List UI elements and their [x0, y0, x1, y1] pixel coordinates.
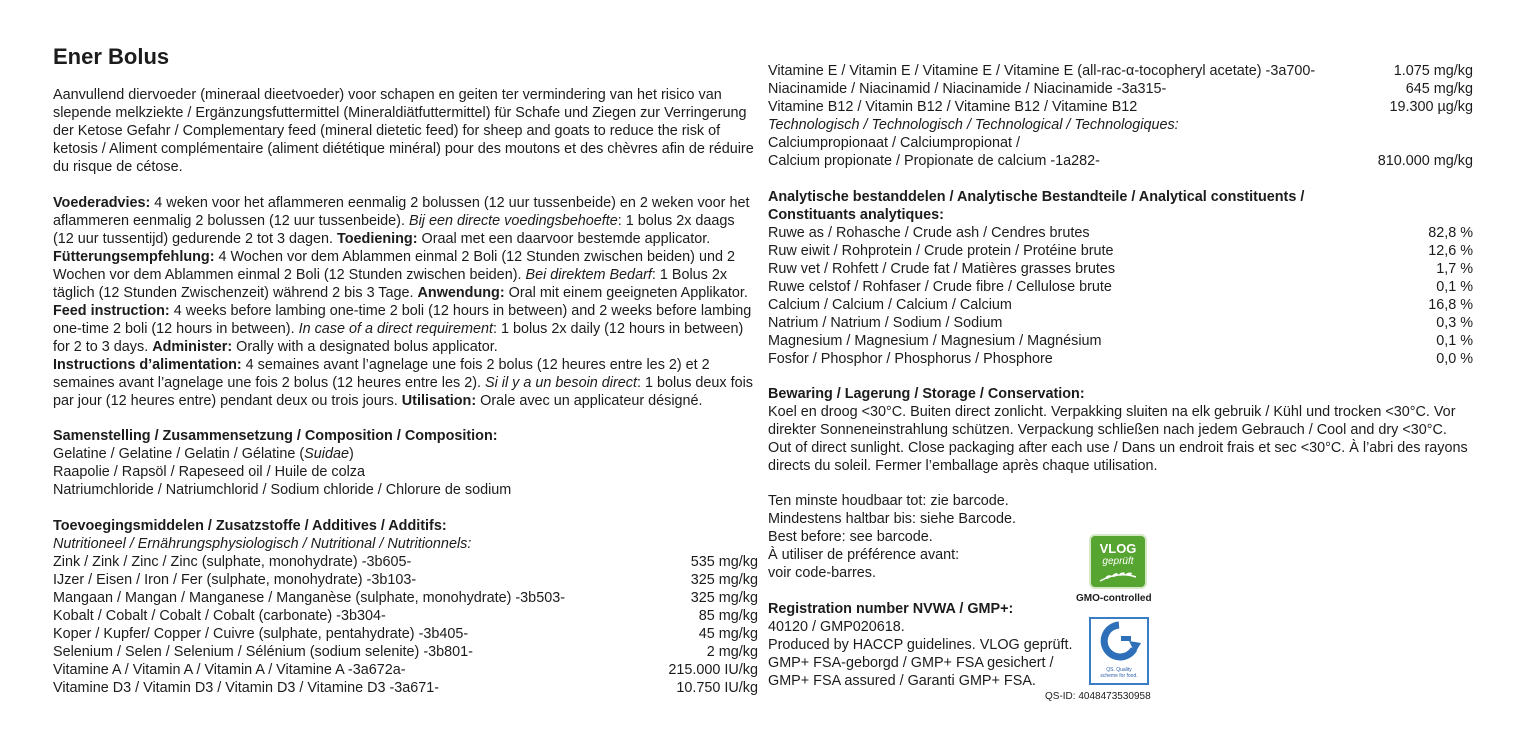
- analytical-name: Ruw vet / Rohfett / Crude fat / Matières grasses brutes: [768, 261, 1116, 277]
- registration-section: [768, 600, 1088, 690]
- feeding-nl-text: 4 weken voor het aflammeren eenmalig 2 bolussen (12 uur tussenbeide) en 2 weken voor het aflammeren eenmalig 2 bolussen (12 uur tussenbeide).: [53, 195, 750, 229]
- feeding-nl-text2: : 1 bolus 2x daags (12 uur tussentijd) gedurende 2 tot 3 dagen.: [53, 213, 735, 247]
- feeding-en-label: Feed instruction:: [53, 303, 170, 319]
- feeding-de-text2: : 1 Bolus 2x täglich (12 Stunden Zwischenzeit) während 2 bis 3 Tage.: [53, 267, 728, 301]
- feeding-fr-label: Instructions d’alimentation:: [53, 357, 242, 373]
- additive-row: [53, 589, 758, 607]
- analytical-row: [768, 242, 1473, 260]
- feeding-nl-italic: Bij een directe voedingsbehoefte: [408, 213, 618, 229]
- best-before-line: voir code-barres.: [768, 565, 876, 581]
- composition-salt: Natriumchloride / Natriumchlorid / Sodium chloride / Chlorure de sodium: [53, 482, 512, 498]
- qs-id: QS-ID: 4048473530958: [1045, 691, 1151, 702]
- composition-heading: Samenstelling / Zusammensetzung / Composition / Composition:: [53, 428, 498, 444]
- additive-row: [53, 553, 758, 571]
- additive-row: [53, 607, 758, 625]
- analytical-section: [768, 188, 1473, 368]
- analytical-row: [768, 278, 1473, 296]
- additives-subheading: Nutritioneel / Ernährungsphysiologisch / Nutritional / Nutritionnels:: [53, 536, 472, 552]
- additive-value: 535 mg/kg: [690, 554, 758, 570]
- composition-gelatin-text: Gelatine / Gelatine / Gelatin / Gélatine (: [53, 446, 305, 462]
- page-title: Ener Bolus: [53, 44, 170, 69]
- additive-name: Selenium / Selen / Selenium / Sélénium (sodium selenite) -3b801-: [53, 644, 473, 660]
- additive-row: [53, 643, 758, 661]
- composition-gelatin-italic: Suidae: [304, 446, 349, 462]
- technological-heading: Technologisch / Technologisch / Technological / Technologiques:: [768, 117, 1179, 133]
- additive-value: 325 mg/kg: [690, 572, 758, 588]
- additive-value: 45 mg/kg: [698, 626, 758, 642]
- feeding-en-admin-label: Administer:: [152, 339, 233, 355]
- qs-logo-icon: [1091, 619, 1147, 665]
- additive-name: Koper / Kupfer/ Copper / Cuivre (sulphate, pentahydrate) -3b405-: [53, 626, 469, 642]
- additive-value: 215.000 IU/kg: [668, 662, 758, 678]
- analytical-value: 0,1 %: [1436, 333, 1473, 349]
- analytical-value: 16,8 %: [1428, 297, 1473, 313]
- analytical-row: [768, 332, 1473, 350]
- storage-section: [768, 385, 1473, 475]
- feeding-de-admin-label: Anwendung:: [417, 285, 505, 301]
- analytical-name: Calcium / Calcium / Calcium / Calcium: [768, 297, 1012, 313]
- additive-name: Kobalt / Cobalt / Cobalt / Cobalt (carbonate) -3b304-: [53, 608, 386, 624]
- analytical-value: 0,0 %: [1436, 351, 1473, 367]
- feeding-de-admin: Oral mit einem geeigneten Applikator.: [504, 285, 748, 301]
- additive-value: 19.300 µg/kg: [1389, 99, 1473, 115]
- feeding-fr-text2: : 1 bolus deux fois par jour (12 heures entre) pendant deux ou trois jours.: [53, 375, 753, 409]
- best-before-line: Best before: see barcode.: [768, 529, 933, 545]
- additive-value: 325 mg/kg: [690, 590, 758, 606]
- additive-name: Vitamine E / Vitamin E / Vitamine E / Vitamine E (all-rac-α-tocopheryl acetate) -3a700-: [768, 63, 1316, 79]
- feeding-nl-label: Voederadvies:: [53, 195, 151, 211]
- best-before-section: [768, 492, 1088, 582]
- additive-value: 645 mg/kg: [1405, 81, 1473, 97]
- analytical-heading: Analytische bestanddelen / Analytische Bestandteile / Analytical constituents /: [768, 189, 1305, 205]
- additive-name: Zink / Zink / Zinc / Zinc (sulphate, monohydrate) -3b605-: [53, 554, 412, 570]
- feeding-en-italic: In case of a direct requirement: [298, 321, 493, 337]
- additive-value: 2 mg/kg: [706, 644, 758, 660]
- wheat-icon: [1098, 569, 1138, 583]
- analytical-value: 0,1 %: [1436, 279, 1473, 295]
- feeding-de-italic: Bei direktem Bedarf: [525, 267, 652, 283]
- feeding-nl-admin-label: Toediening:: [337, 231, 418, 247]
- calcium-line1: Calciumpropionaat / Calciumpropionat /: [768, 135, 1020, 151]
- additive-name: Vitamine D3 / Vitamin D3 / Vitamin D3 / Vitamine D3 -3a671-: [53, 680, 440, 696]
- analytical-row: [768, 260, 1473, 278]
- additives-heading: Toevoegingsmiddelen / Zusatzstoffe / Additives / Additifs:: [53, 518, 447, 534]
- analytical-name: Ruwe celstof / Rohfaser / Crude fibre / Cellulose brute: [768, 279, 1112, 295]
- registration-line: GMP+ FSA-geborgd / GMP+ FSA gesichert /: [768, 655, 1054, 671]
- qs-badge: [1089, 617, 1149, 685]
- vlog-badge-title: VLOG: [1099, 541, 1137, 556]
- analytical-row: [768, 296, 1473, 314]
- analytical-value: 82,8 %: [1428, 225, 1473, 241]
- composition-oil: Raapolie / Rapsöl / Rapeseed oil / Huile de colza: [53, 464, 365, 480]
- best-before-line: À utiliser de préférence avant:: [768, 547, 960, 563]
- vlog-badge-subtitle: geprüft: [1102, 556, 1134, 567]
- best-before-line: Mindestens haltbar bis: siehe Barcode.: [768, 511, 1016, 527]
- analytical-value: 0,3 %: [1436, 315, 1473, 331]
- feeding-en-text: 4 weeks before lambing one-time 2 boli (12 hours in between) and 2 weeks before lambing one-time 2 boli (12 hours in between).: [53, 303, 752, 337]
- additives-section: [53, 517, 758, 697]
- registration-heading: Registration number NVWA / GMP+:: [768, 601, 1014, 617]
- gmo-caption: GMO-controlled: [1076, 593, 1152, 604]
- composition-gelatin: [53, 445, 758, 463]
- feeding-fr-text: 4 semaines avant l’agnelage une fois 2 bolus (12 heures entre les 2) et 2 semaines avant l’agnelage une fois 2 bolus (12 heures entre les 2).: [53, 357, 710, 391]
- additive-value: 10.750 IU/kg: [676, 680, 758, 696]
- feeding-instructions: [53, 194, 758, 410]
- additive-row: [53, 571, 758, 589]
- feeding-fr-admin-label: Utilisation:: [401, 393, 477, 409]
- additives-continued: [768, 62, 1473, 170]
- additive-name: Mangaan / Mangan / Manganese / Manganèse (sulphate, monohydrate) -3b503-: [53, 590, 565, 606]
- additive-row: [768, 98, 1473, 116]
- additive-value: 85 mg/kg: [698, 608, 758, 624]
- additive-row: [768, 80, 1473, 98]
- additive-name: Vitamine B12 / Vitamin B12 / Vitamine B12 / Vitamine B12: [768, 99, 1138, 115]
- analytical-row: [768, 350, 1473, 368]
- analytical-name: Ruwe as / Rohasche / Crude ash / Cendres brutes: [768, 225, 1090, 241]
- vlog-badge: [1089, 534, 1147, 589]
- qs-badge-line1: QS. Quality: [1106, 667, 1132, 673]
- qs-badge-line2: scheme for food.: [1100, 673, 1138, 679]
- registration-line: 40120 / GMP020618.: [768, 619, 905, 635]
- additive-row: [768, 62, 1473, 80]
- analytical-name: Natrium / Natrium / Sodium / Sodium: [768, 315, 1003, 331]
- analytical-value: 12,6 %: [1428, 243, 1473, 259]
- best-before-line: Ten minste houdbaar tot: zie barcode.: [768, 493, 1009, 509]
- intro-text: Aanvullend diervoeder (mineraal dieetvoeder) voor schapen en geiten ter vermindering van het risico van slepende melkziekte / Ergänzungsfuttermittel (Mineraldiätfuttermittel) für Schafe und Ziegen zur Verringerung der Ketose Gefahr / Complementary feed (mineral dietetic feed) for sheep and goats to reduce the risk of ketosis / Aliment complémentaire (aliment diététique minéral) pour des moutons et des chèvres afin de réduire du risque de cétose.: [53, 87, 754, 175]
- composition-gelatin-end: ): [348, 446, 354, 462]
- additive-row: [53, 625, 758, 643]
- feeding-nl-admin: Oraal met een daarvoor bestemde applicator.: [417, 231, 711, 247]
- feeding-fr-italic: Si il y a un besoin direct: [485, 375, 637, 391]
- feeding-de-text: 4 Wochen vor dem Ablammen einmal 2 Boli (12 Stunden zwischen beiden) und 2 Wochen vor dem Ablammen einmal 2 Boli (12 Stunden zwischen beiden).: [53, 249, 735, 283]
- feeding-en-text2: : 1 bolus 2x daily (12 hours in between) for 2 to 3 days.: [53, 321, 744, 355]
- additive-name: Vitamine A / Vitamin A / Vitamin A / Vitamine A -3a672a-: [53, 662, 406, 678]
- qs-badge-text: [1094, 667, 1144, 679]
- analytical-name: Magnesium / Magnesium / Magnesium / Magnésium: [768, 333, 1102, 349]
- additive-name: Calcium propionate / Propionate de calcium -1a282-: [768, 153, 1100, 169]
- feeding-en-admin: Orally with a designated bolus applicator.: [232, 339, 498, 355]
- additive-row: [53, 679, 758, 697]
- analytical-row: [768, 314, 1473, 332]
- storage-text: Koel en droog <30°C. Buiten direct zonlicht. Verpakking sluiten na elk gebruik / Kühl und trocken <30°C. Vor direkter Sonneneinstrahlung schützen. Verpackung schließen nach jedem Gebrauch / Cool and dry <30°C. Out of direct sunlight. Close packaging after each use / Dans un endroit frais et sec <30°C. À l’abri des rayons directs du soleil. Fermer l’emballage après chaque utilisation.: [768, 404, 1468, 474]
- feeding-fr-admin: Orale avec un applicateur désigné.: [476, 393, 703, 409]
- additive-name: IJzer / Eisen / Iron / Fer (sulphate, monohydrate) -3b103-: [53, 572, 417, 588]
- storage-heading: Bewaring / Lagerung / Storage / Conservation:: [768, 386, 1085, 402]
- feeding-de-label: Fütterungsempfehlung:: [53, 249, 215, 265]
- composition-section: [53, 427, 758, 499]
- additive-row: [768, 152, 1473, 170]
- additive-row: [53, 661, 758, 679]
- analytical-value: 1,7 %: [1436, 261, 1473, 277]
- additive-name: Niacinamide / Niacinamid / Niacinamide / Niacinamide -3a315-: [768, 81, 1167, 97]
- analytical-name: Ruw eiwit / Rohprotein / Crude protein / Protéine brute: [768, 243, 1114, 259]
- analytical-name: Fosfor / Phosphor / Phosphorus / Phosphore: [768, 351, 1053, 367]
- analytical-row: [768, 224, 1473, 242]
- analytical-heading-2: Constituants analytiques:: [768, 207, 944, 223]
- additive-value: 810.000 mg/kg: [1377, 153, 1473, 169]
- registration-line: Produced by HACCP guidelines. VLOG geprüft.: [768, 637, 1073, 653]
- additive-value: 1.075 mg/kg: [1393, 63, 1473, 79]
- registration-line: GMP+ FSA assured / Garanti GMP+ FSA.: [768, 673, 1036, 689]
